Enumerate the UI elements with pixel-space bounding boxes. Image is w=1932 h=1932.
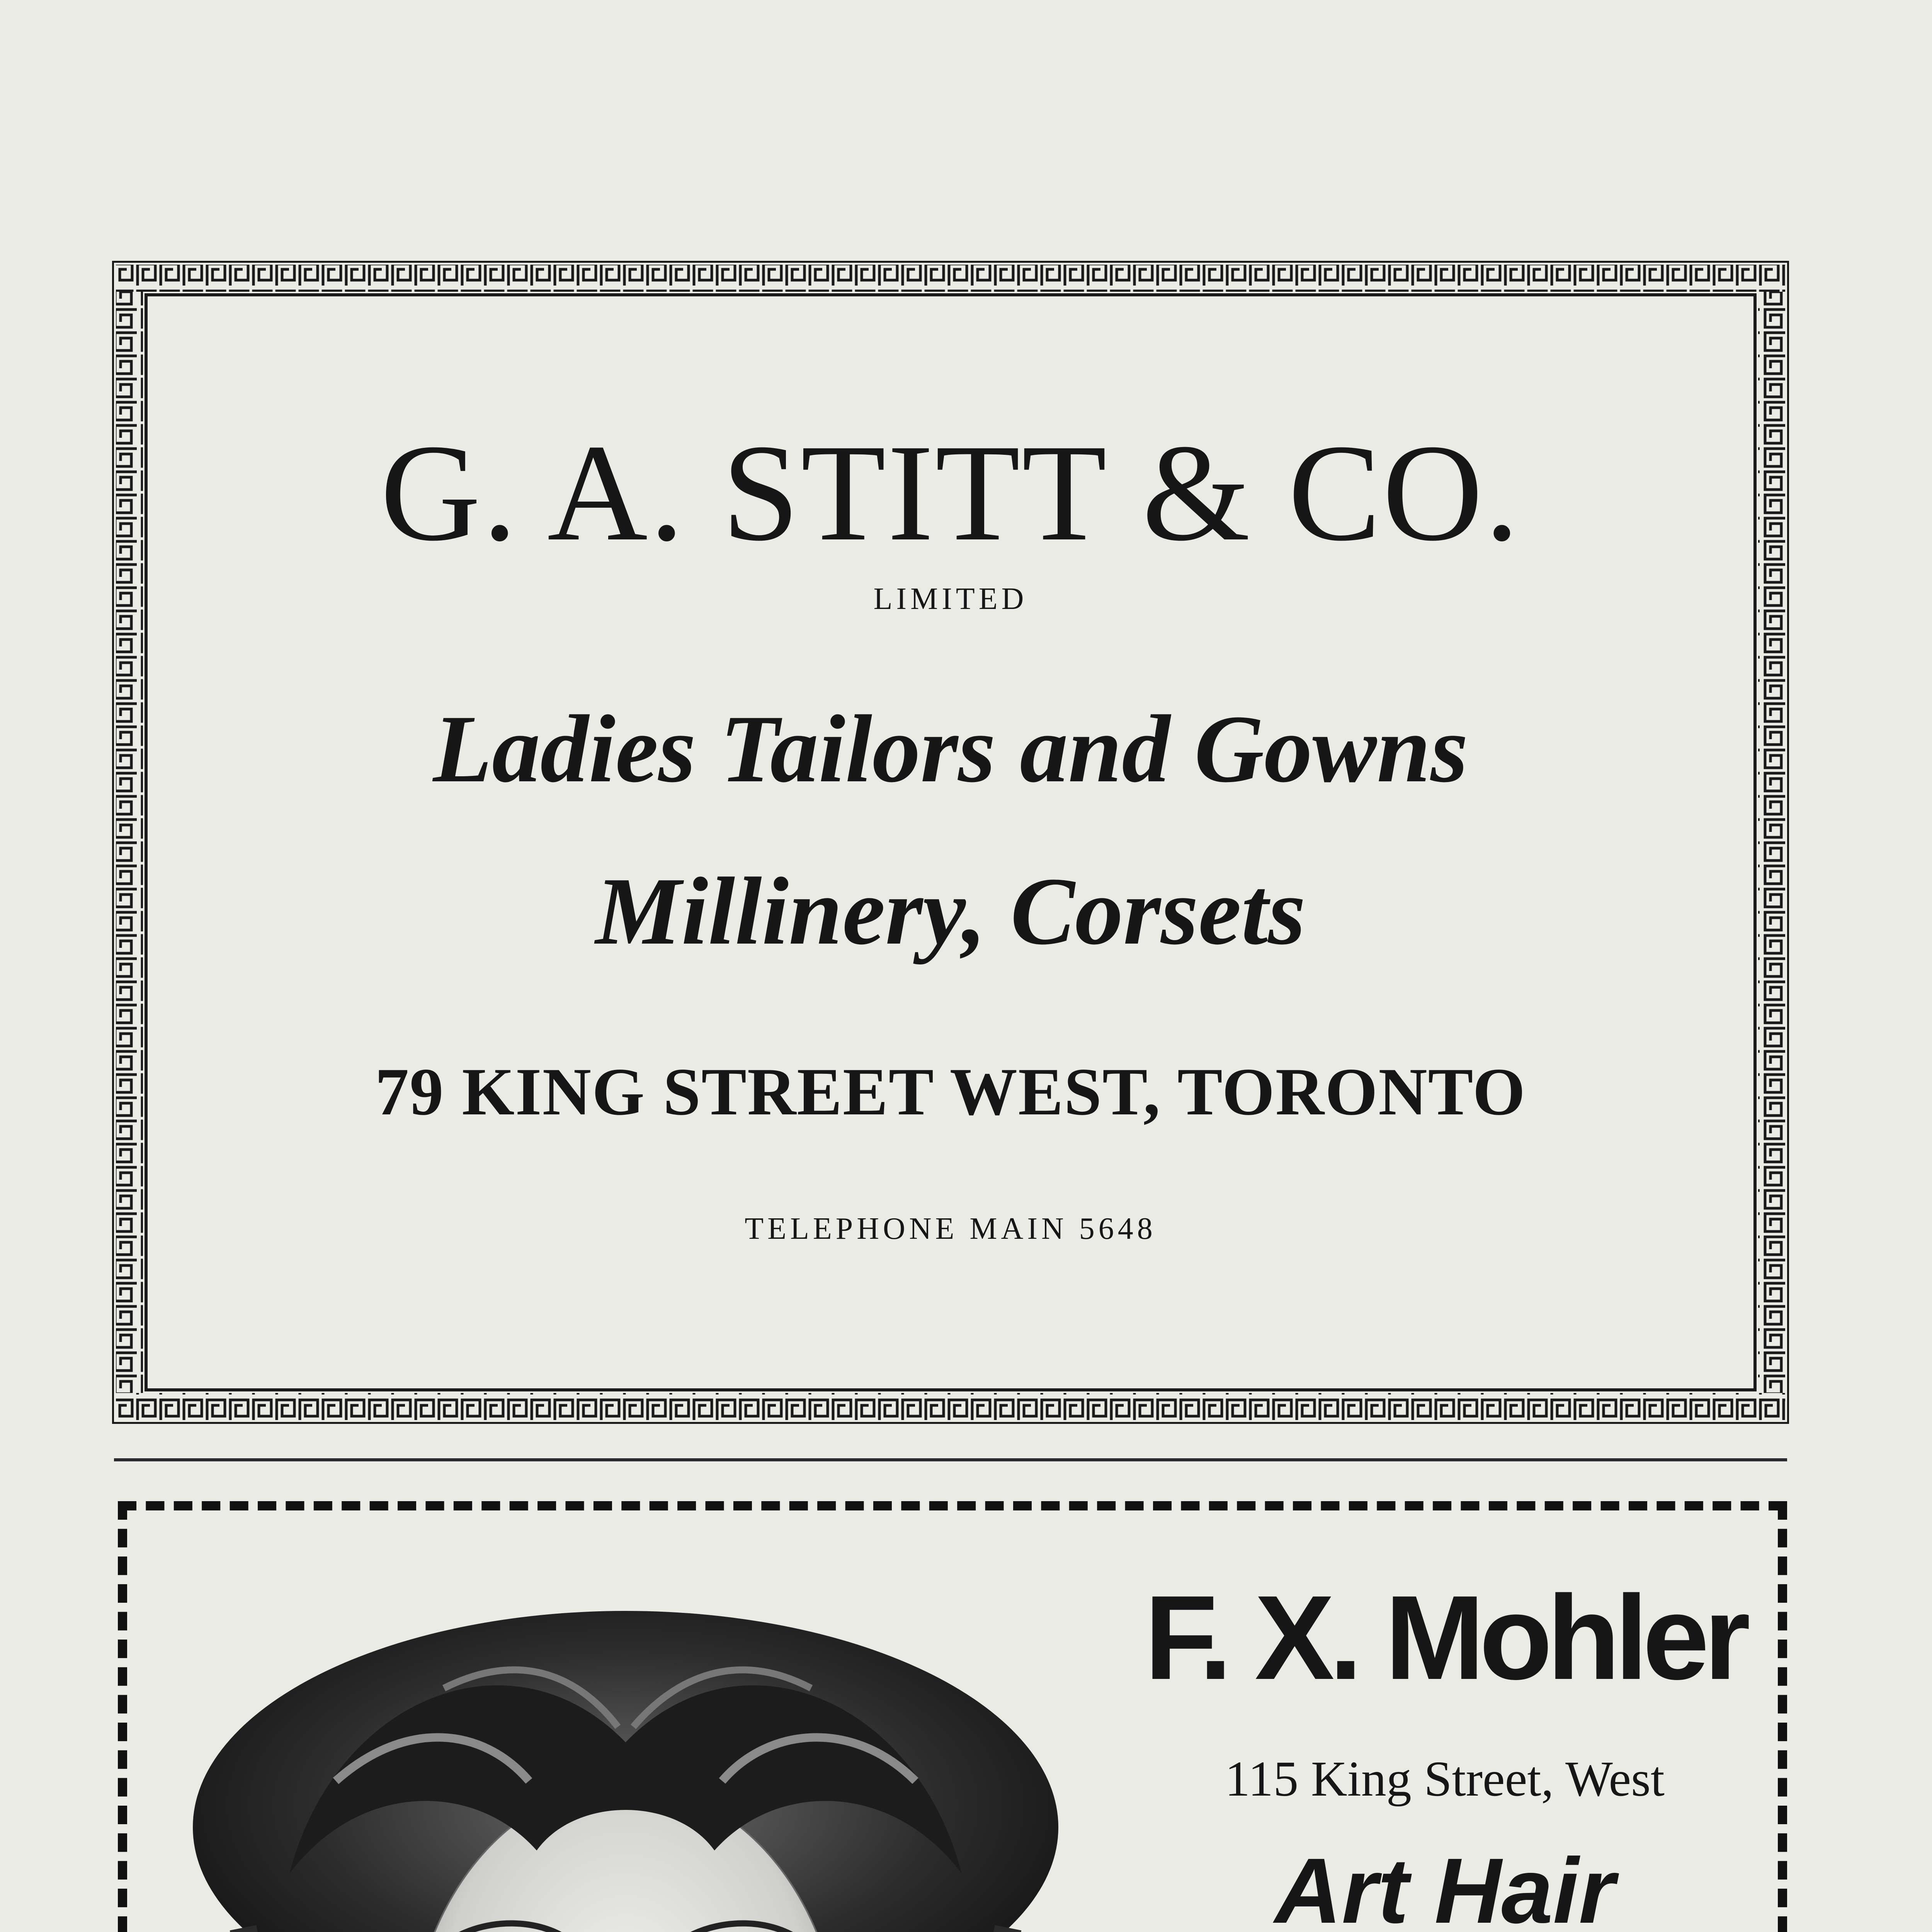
woman-portrait-illustration bbox=[173, 1580, 1070, 1932]
company-name: G. A. STITT & CO. bbox=[380, 415, 1521, 570]
headline-line-1: Art Hair bbox=[1274, 1839, 1615, 1932]
mohler-advertisement bbox=[118, 1501, 1787, 1932]
business-name: F. X. Mohler bbox=[1144, 1570, 1745, 1704]
stitt-advertisement bbox=[112, 261, 1789, 1424]
divider-rule bbox=[114, 1458, 1787, 1461]
company-limited: LIMITED bbox=[873, 582, 1028, 616]
tagline-tailors: Ladies Tailors and Gowns bbox=[433, 696, 1468, 803]
business-address: 115 King Street, West bbox=[1225, 1751, 1665, 1807]
company-telephone: TELEPHONE MAIN 5648 bbox=[745, 1212, 1156, 1246]
tagline-millinery: Millinery, Corsets bbox=[595, 858, 1306, 965]
company-address: 79 KING STREET WEST, TORONTO bbox=[375, 1054, 1526, 1129]
headline bbox=[1139, 1839, 1750, 1932]
